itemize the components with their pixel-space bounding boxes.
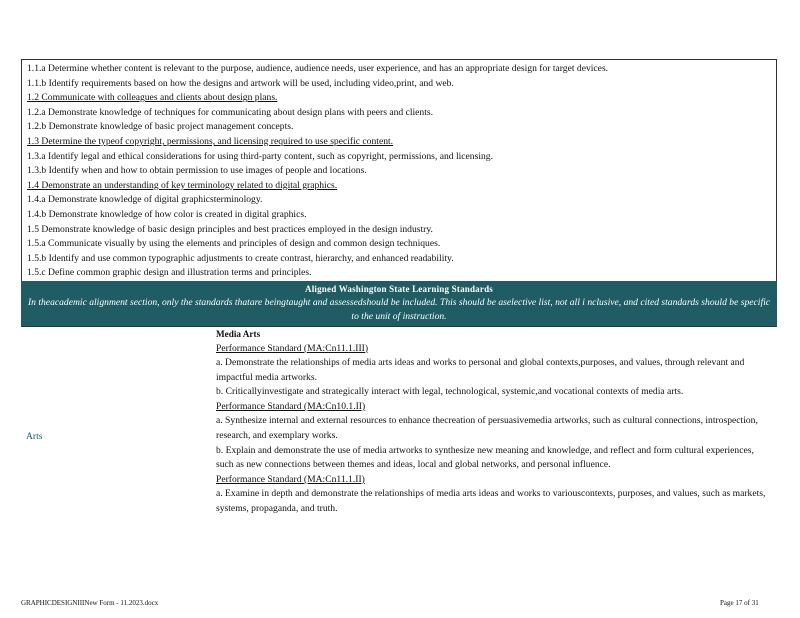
alignment-band (21, 281, 777, 326)
objective-line: 1.5 Demonstrate knowledge of basic design principles and best practices employed in the design industry. (27, 223, 433, 235)
objective-line: 1.5.b Identify and use common typographic adjustments to create contrast, hierarchy, and enhanced readability. (27, 252, 454, 264)
footer-page-number: Page 17 of 31 (720, 599, 759, 607)
alignment-note: In theacademic alignment section, only the standards thatare beingtaught and assessedshould be included. This should be aselective list, not all i nclusive, and cited standards should be specific to the unit of instruction. (27, 296, 771, 322)
standards-heading: Media Arts (216, 328, 261, 339)
objective-line: 1.2.b Demonstrate knowledge of basic project management concepts. (27, 121, 294, 133)
document-table (21, 59, 777, 552)
objective-line: 1.2.a Demonstrate knowledge of techniques for communicating about design plans with peers and clients. (27, 106, 434, 118)
objective-line: 1.4 Demonstrate an understanding of key terminology related to digital graphics. (27, 179, 338, 191)
objectives-cell (21, 59, 777, 281)
footer-filename: GRAPHICDESIGNIIINew Form - 11.2023.docx (21, 599, 159, 607)
objective-line: 1.3 Determine the typeof copyright, permissions, and licensing required to use specific content. (27, 135, 394, 147)
standard-line: b. Explain and demonstrate the use of media artworks to synthesize new meaning and knowledge, and reflect and form cultural experiences, such as new connections between themes and ideas, local and global networks, and personal influence. (216, 444, 754, 471)
objective-line: 1.4.a Demonstrate knowledge of digital graphicsterminology. (27, 194, 263, 206)
standard-line: a. Demonstrate the relationships of media arts ideas and works to personal and global contexts,purposes, and values, through relevant and impactful media artworks. (216, 357, 745, 383)
standards-cell (216, 327, 772, 517)
objective-line: 1.3.b Identify when and how to obtain permission to use images of people and locations. (27, 165, 367, 177)
objective-line: 1.1.a Determine whether content is relevant to the purpose, audience, audience needs, user experience, and has an appropriate design for target devices. (27, 63, 609, 74)
standard-line: Performance Standard (MA:Cn11.1.II) (216, 473, 365, 485)
objective-line: 1.5.c Define common graphic design and illustration terms and principles. (27, 267, 312, 279)
arts-row (21, 326, 777, 552)
standard-line: b. Criticallyinvestigate and strategically interact with legal, technological, systemic,and vocational contexts of media arts. (216, 386, 684, 398)
standards-list (216, 342, 772, 517)
objective-line: 1.4.b Demonstrate knowledge of how color is created in digital graphics. (27, 208, 307, 220)
standard-line: Performance Standard (MA:Cn11.1.III) (216, 342, 369, 354)
standard-line: Performance Standard (MA:Cn10.1.II) (216, 400, 366, 412)
objective-line: 1.2 Communicate with colleagues and clients about design plans. (27, 92, 278, 104)
standard-line: a. Examine in depth and demonstrate the relationships of media arts ideas and works to variouscontexts, purposes, and values, such as markets, systems, propaganda, and truth. (216, 488, 766, 515)
objective-line: 1.5.a Communicate visually by using the elements and principles of design and common design techniques. (27, 238, 441, 250)
standard-line: a. Synthesize internal and external resources to enhance thecreation of persuasivemedia artworks, such as cultural connections, introspection, research, and exemplary works. (216, 415, 758, 442)
objective-line: 1.3.a Identify legal and ethical considerations for using third-party content, such as copyright, permissions, and licensing. (27, 150, 493, 162)
alignment-title: Aligned Washington State Learning Standards (305, 283, 493, 294)
objective-line: 1.1.b Identify requirements based on how the designs and artwork will be used, including video,print, and web. (27, 77, 454, 89)
subject-label: Arts (26, 430, 43, 442)
